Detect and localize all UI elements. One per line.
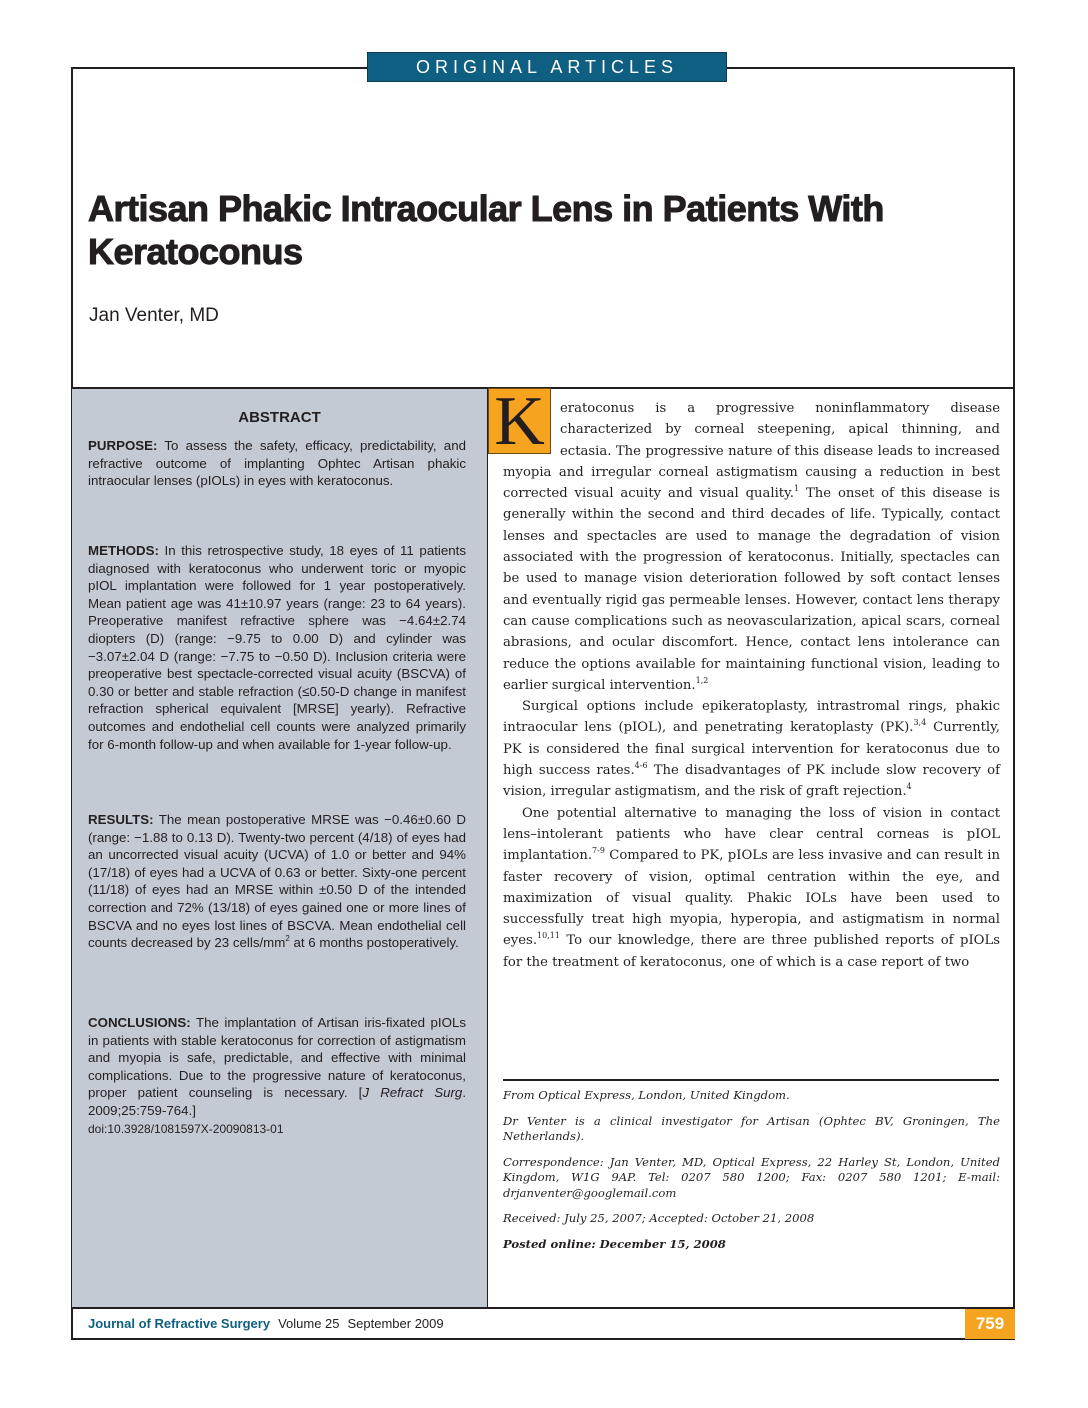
purpose-label: PURPOSE: xyxy=(88,438,158,453)
body-text: To our knowledge, there are three published reports of pIOLs for the treatment of keratoconus, one of which is a case report of two xyxy=(503,933,1000,970)
footnote-divider xyxy=(503,1079,999,1081)
footnotes xyxy=(503,1088,1000,1262)
body-text: Surgical options include epikeratoplasty, intrastromal rings, phakic intraocular lens (pIOL), and penetrating keratoplasty (PK). xyxy=(503,699,1000,736)
footnote-correspondence: Correspondence: Jan Venter, MD, Optical Express, 22 Harley St, London, United Kingdom, W1G 9AP. Tel: 0207 580 1200; Fax: 0207 580 1201; E-mail: drjanventer@googlemail.com xyxy=(503,1154,1000,1200)
body-text: The disadvantages of PK include slow recovery of vision, irregular astigmatism, and the risk of graft rejection. xyxy=(503,763,1001,800)
purpose-text: To assess the safety, efficacy, predictability, and refractive outcome of implanting Ophtec Artisan phakic intraocular lenses (pIOLs) in eyes with keratoconus. xyxy=(88,438,466,489)
reference-superscript[interactable]: 1 xyxy=(794,484,800,494)
footnote-disclosure: Dr Venter is a clinical investigator for Artisan (Ophtec BV, Groningen, The Netherlands). xyxy=(503,1113,1000,1143)
body-text: Currently, PK is considered the final surgical intervention for keratoconus due to high success rates. xyxy=(503,720,1000,779)
results-text: The mean postoperative MRSE was −0.46±0.60 D (range: −1.88 to 0.13 D). Twenty-two percent (4/18) of eyes had an uncorrected visual acuity (UCVA) of 1.0 or better and 94% (17/18) of eyes had a UCVA of 0.63 or better. Sixty-one percent (11/18) of eyes had an MRSE within ±0.50 D of the intended correction and 72% (13/18) of eyes gained one or more lines of BSCVA and no eyes lost lines of BSCVA. Mean endothelial cell counts decreased by 23 cells/mm xyxy=(88,812,466,951)
results-superscript: 2 xyxy=(285,934,290,944)
abstract-conclusions xyxy=(88,1014,466,1138)
reference-superscript[interactable]: 1,2 xyxy=(695,675,709,685)
conclusions-text: The implantation of Artisan iris-fixated pIOLs in patients with stable keratoconus for correction of astigmatism and myopia is safe, predictable, and effective with minimal complications. Due to the progressive nature of keratoconus, proper patient counseling is necessary. [ xyxy=(88,1015,466,1101)
page-number: 759 xyxy=(965,1309,1015,1339)
abstract-results xyxy=(88,811,466,952)
abstract-methods xyxy=(88,542,466,753)
author-name: Jan Venter, MD xyxy=(89,305,219,326)
footnote-affiliation: From Optical Express, London, United Kingdom. xyxy=(503,1088,790,1102)
body-paragraph xyxy=(503,803,1000,973)
abstract-purpose xyxy=(88,437,466,490)
drop-cap: K xyxy=(488,388,551,454)
footer-divider xyxy=(72,1307,1015,1309)
body-paragraph xyxy=(494,383,1000,696)
footnote-posted-online: Posted online: December 15, 2008 xyxy=(503,1236,726,1251)
reference-superscript[interactable]: 4-6 xyxy=(634,761,648,771)
article-title: Artisan Phakic Intraocular Lens in Patients With Keratoconus xyxy=(88,188,884,272)
citation-details: . 2009;25:759-764.] xyxy=(88,1085,467,1118)
journal-name: Journal of Refractive Surgery xyxy=(88,1316,271,1331)
reference-superscript[interactable]: 4 xyxy=(906,782,912,792)
journal-volume: Volume 25 xyxy=(278,1316,340,1331)
footnote-received: Received: July 25, 2007; Accepted: October 21, 2008 xyxy=(503,1211,815,1225)
results-text-end: at 6 months postoperatively. xyxy=(289,935,459,951)
doi-link[interactable]: doi:10.3928/1081597X-20090813-01 xyxy=(88,1121,284,1136)
methods-text: In this retrospective study, 18 eyes of 11 patients diagnosed with keratoconus who underwent toric or myopic pIOL implantation were followed for 1 year postoperatively. Mean patient age was 41±10.97 years (range: 23 to 64 years). Preoperative manifest refractive sphere was −4.64±2.74 diopters (D) (range: −9.75 to 0.00 D) and cylinder was −3.07±2.04 D (range: −7.75 to −0.50 D). Inclusion criteria were preoperative best spectacle-corrected visual acuity (BSCVA) of 0.30 or better and stable refraction (≤0.50-D change in manifest refraction spherical equivalent [MRSE] yearly). Refractive outcomes and endothelial cell counts were analyzed primarily for 6-month follow-up and when available for 1-year follow-up. xyxy=(88,543,466,752)
running-footer xyxy=(88,1316,444,1331)
body-text: One potential alternative to managing the loss of vision in contact lens–intolerant patients who have clear central corneas is pIOL implantation. xyxy=(503,805,1000,864)
article-body xyxy=(494,383,1001,973)
methods-label: METHODS: xyxy=(88,543,159,558)
body-text: The onset of this disease is generally within the second and third decades of life. Typically, contact lenses and spectacles are used to manage the degradation of vision associated with the progression of keratoconus. Initially, spectacles can be used to manage vision deterioration followed by soft contact lenses and eventually rigid gas permeable lenses. However, contact lens therapy can cause complications such as neovascularization, apical scars, corneal abrasions, and ocular discomfort. Hence, contact lens intolerance can reduce the options available for maintaining functional vision, leading to earlier surgical intervention. xyxy=(503,486,1000,693)
body-paragraph xyxy=(503,696,1000,802)
conclusions-label: CONCLUSIONS: xyxy=(88,1015,191,1030)
body-text: eratoconus is a progressive noninflammatory disease characterized by corneal steepening, apical thinning, and ectasia. The progressive nature of this disease leads to increased myopia and irregular corneal astigmatism causing a reduction in best corrected visual acuity and visual quality. xyxy=(503,401,1000,502)
citation-journal: J Refract Surg xyxy=(362,1085,463,1101)
journal-date: September 2009 xyxy=(347,1316,444,1331)
reference-superscript[interactable]: 10,11 xyxy=(537,931,560,941)
results-label: RESULTS: xyxy=(88,812,154,827)
reference-superscript[interactable]: 3,4 xyxy=(913,718,927,728)
abstract-heading: ABSTRACT xyxy=(238,409,321,426)
abstract-panel xyxy=(72,389,488,1307)
reference-superscript[interactable]: 7-9 xyxy=(592,846,605,856)
body-text: Compared to PK, pIOLs are less invasive and can result in faster recovery of vision, optimal centration within the eye, and maximization of visual quality. Phakic IOLs have been used to successfully treat high myopia, hyperopia, and astigmatism in normal eyes. xyxy=(503,848,1000,949)
section-label: ORIGINAL ARTICLES xyxy=(367,52,727,82)
